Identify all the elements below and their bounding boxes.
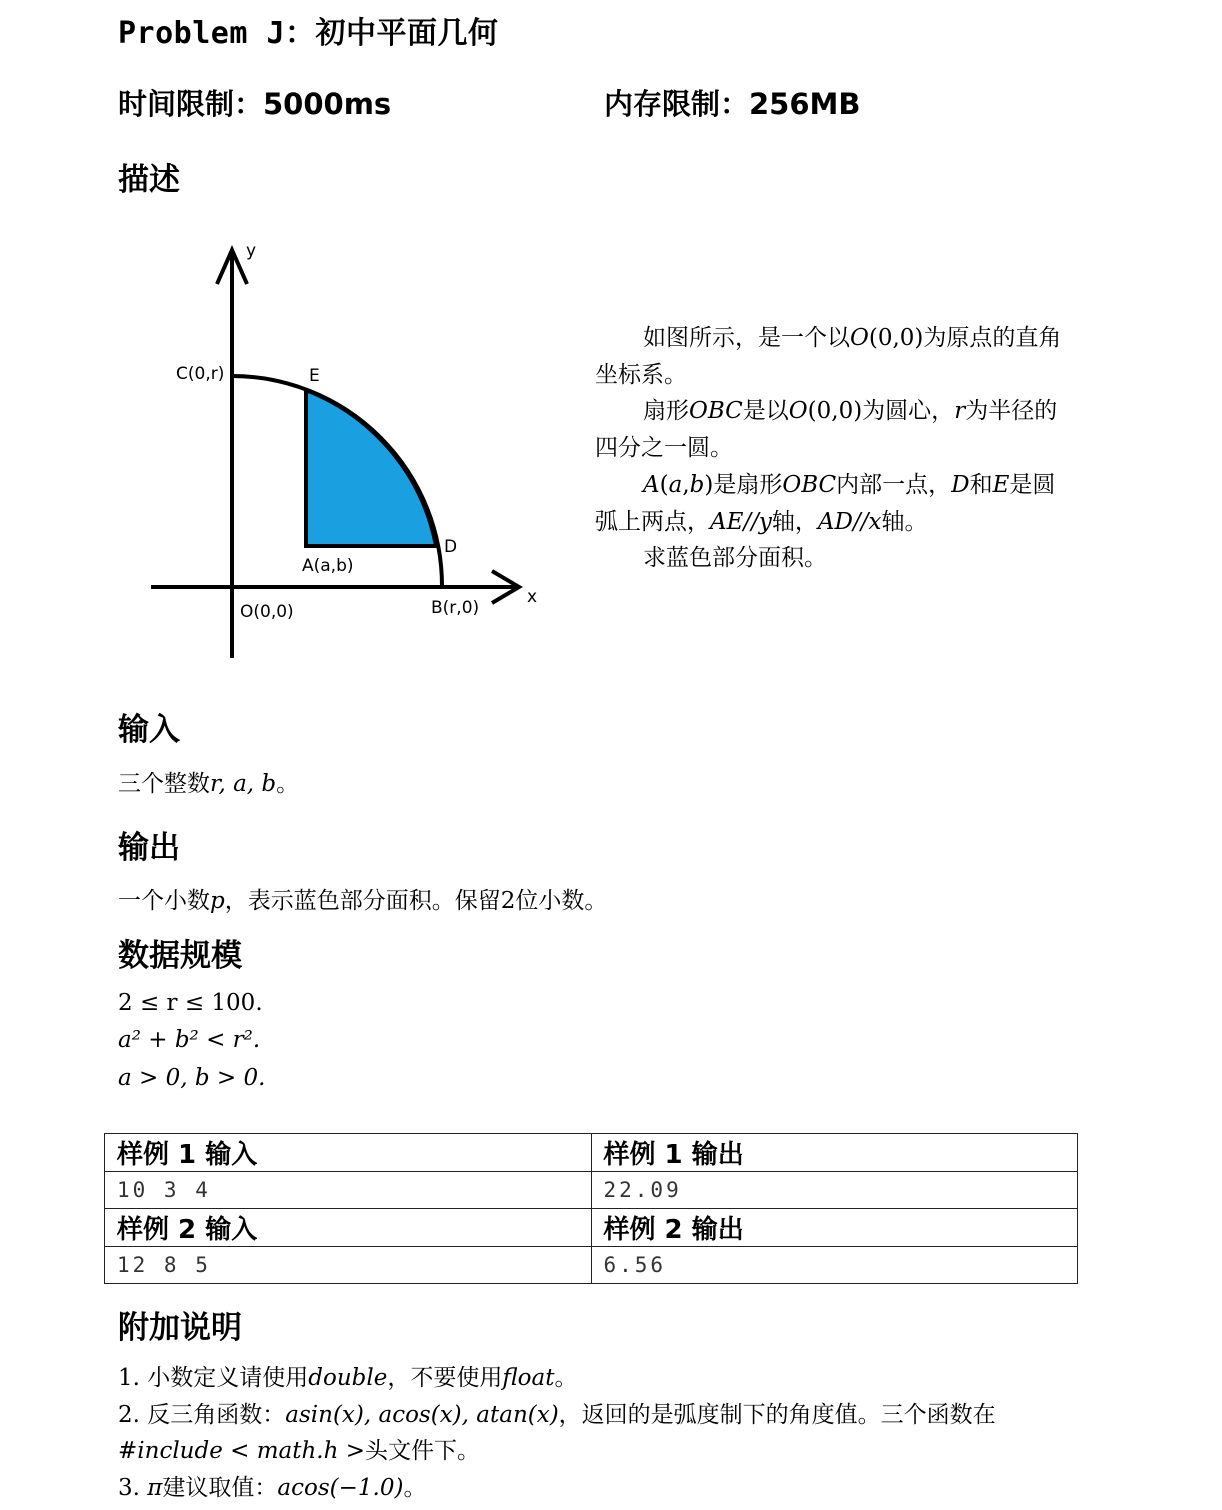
sample-2-input: 12 8 5 <box>105 1247 592 1284</box>
scale-line-1: 2 ≤ r ≤ 100. <box>118 990 263 1016</box>
note-2: 2. 反三角函数：asin(x), acos(x), atan(x)，返回的是弧度制下的角度值。三个函数在 <box>118 1401 996 1428</box>
sample-1-output: 22.09 <box>591 1172 1078 1209</box>
table-row <box>105 1134 1078 1172</box>
point-e-label: E <box>309 366 320 386</box>
output-description: 一个小数p，表示蓝色部分面积。保留2位小数。 <box>118 888 608 914</box>
description-text <box>595 320 1075 577</box>
table-row <box>105 1247 1078 1284</box>
scale-line-3: a > 0, b > 0. <box>118 1065 266 1091</box>
problem-title: Problem J：初中平面几何 <box>118 16 499 51</box>
section-output-heading: 输出 <box>118 830 180 866</box>
desc-paragraph-3: A(a,b)是扇形OBC内部一点，D和E是圆弧上两点，AE//y轴，AD//x轴。 <box>595 471 1056 535</box>
sample-1-output-label: 样例 1 输出 <box>591 1134 1078 1172</box>
point-o-label: O(0,0) <box>240 602 294 622</box>
sample-1-input-label: 样例 1 输入 <box>105 1134 592 1172</box>
point-b-label: B(r,0) <box>431 598 480 618</box>
sample-2-output-label: 样例 2 输出 <box>591 1209 1078 1247</box>
scale-line-2: a² + b² < r². <box>118 1027 261 1053</box>
desc-paragraph-4: 求蓝色部分面积。 <box>643 545 827 572</box>
x-axis-label: x <box>527 587 538 607</box>
desc-paragraph-1: 如图所示，是一个以O(0,0)为原点的直角坐标系。 <box>595 325 1062 388</box>
point-a-label: A(a,b) <box>302 556 354 576</box>
sample-2-output: 6.56 <box>591 1247 1078 1284</box>
memory-limit: 内存限制：256MB <box>604 87 861 121</box>
point-d-label: D <box>444 537 458 557</box>
section-description-heading: 描述 <box>118 162 180 198</box>
note-2-cont: #include < math.h >头文件下。 <box>118 1438 481 1464</box>
sample-1-input: 10 3 4 <box>105 1172 592 1209</box>
sample-2-input-label: 样例 2 输入 <box>105 1209 592 1247</box>
note-1: 1. 小数定义请使用double，不要使用float。 <box>118 1365 578 1391</box>
section-notes-heading: 附加说明 <box>118 1310 242 1346</box>
table-row <box>105 1172 1078 1209</box>
desc-paragraph-2: 扇形OBC是以O(0,0)为圆心，r为半径的四分之一圆。 <box>595 398 1058 462</box>
notes-list <box>118 1360 1078 1506</box>
input-description: 三个整数r, a, b。 <box>118 771 300 797</box>
note-3: 3. π建议取值：acos(−1.0)。 <box>118 1474 427 1501</box>
point-c-label: C(0,r) <box>176 364 225 384</box>
geometry-figure <box>140 230 560 670</box>
section-scale-heading: 数据规模 <box>118 938 242 974</box>
time-limit: 时间限制：5000ms <box>118 87 392 121</box>
samples-table <box>104 1133 1078 1284</box>
blue-region <box>306 390 436 546</box>
y-axis-label: y <box>246 241 257 261</box>
section-input-heading: 输入 <box>118 712 180 748</box>
table-row <box>105 1209 1078 1247</box>
